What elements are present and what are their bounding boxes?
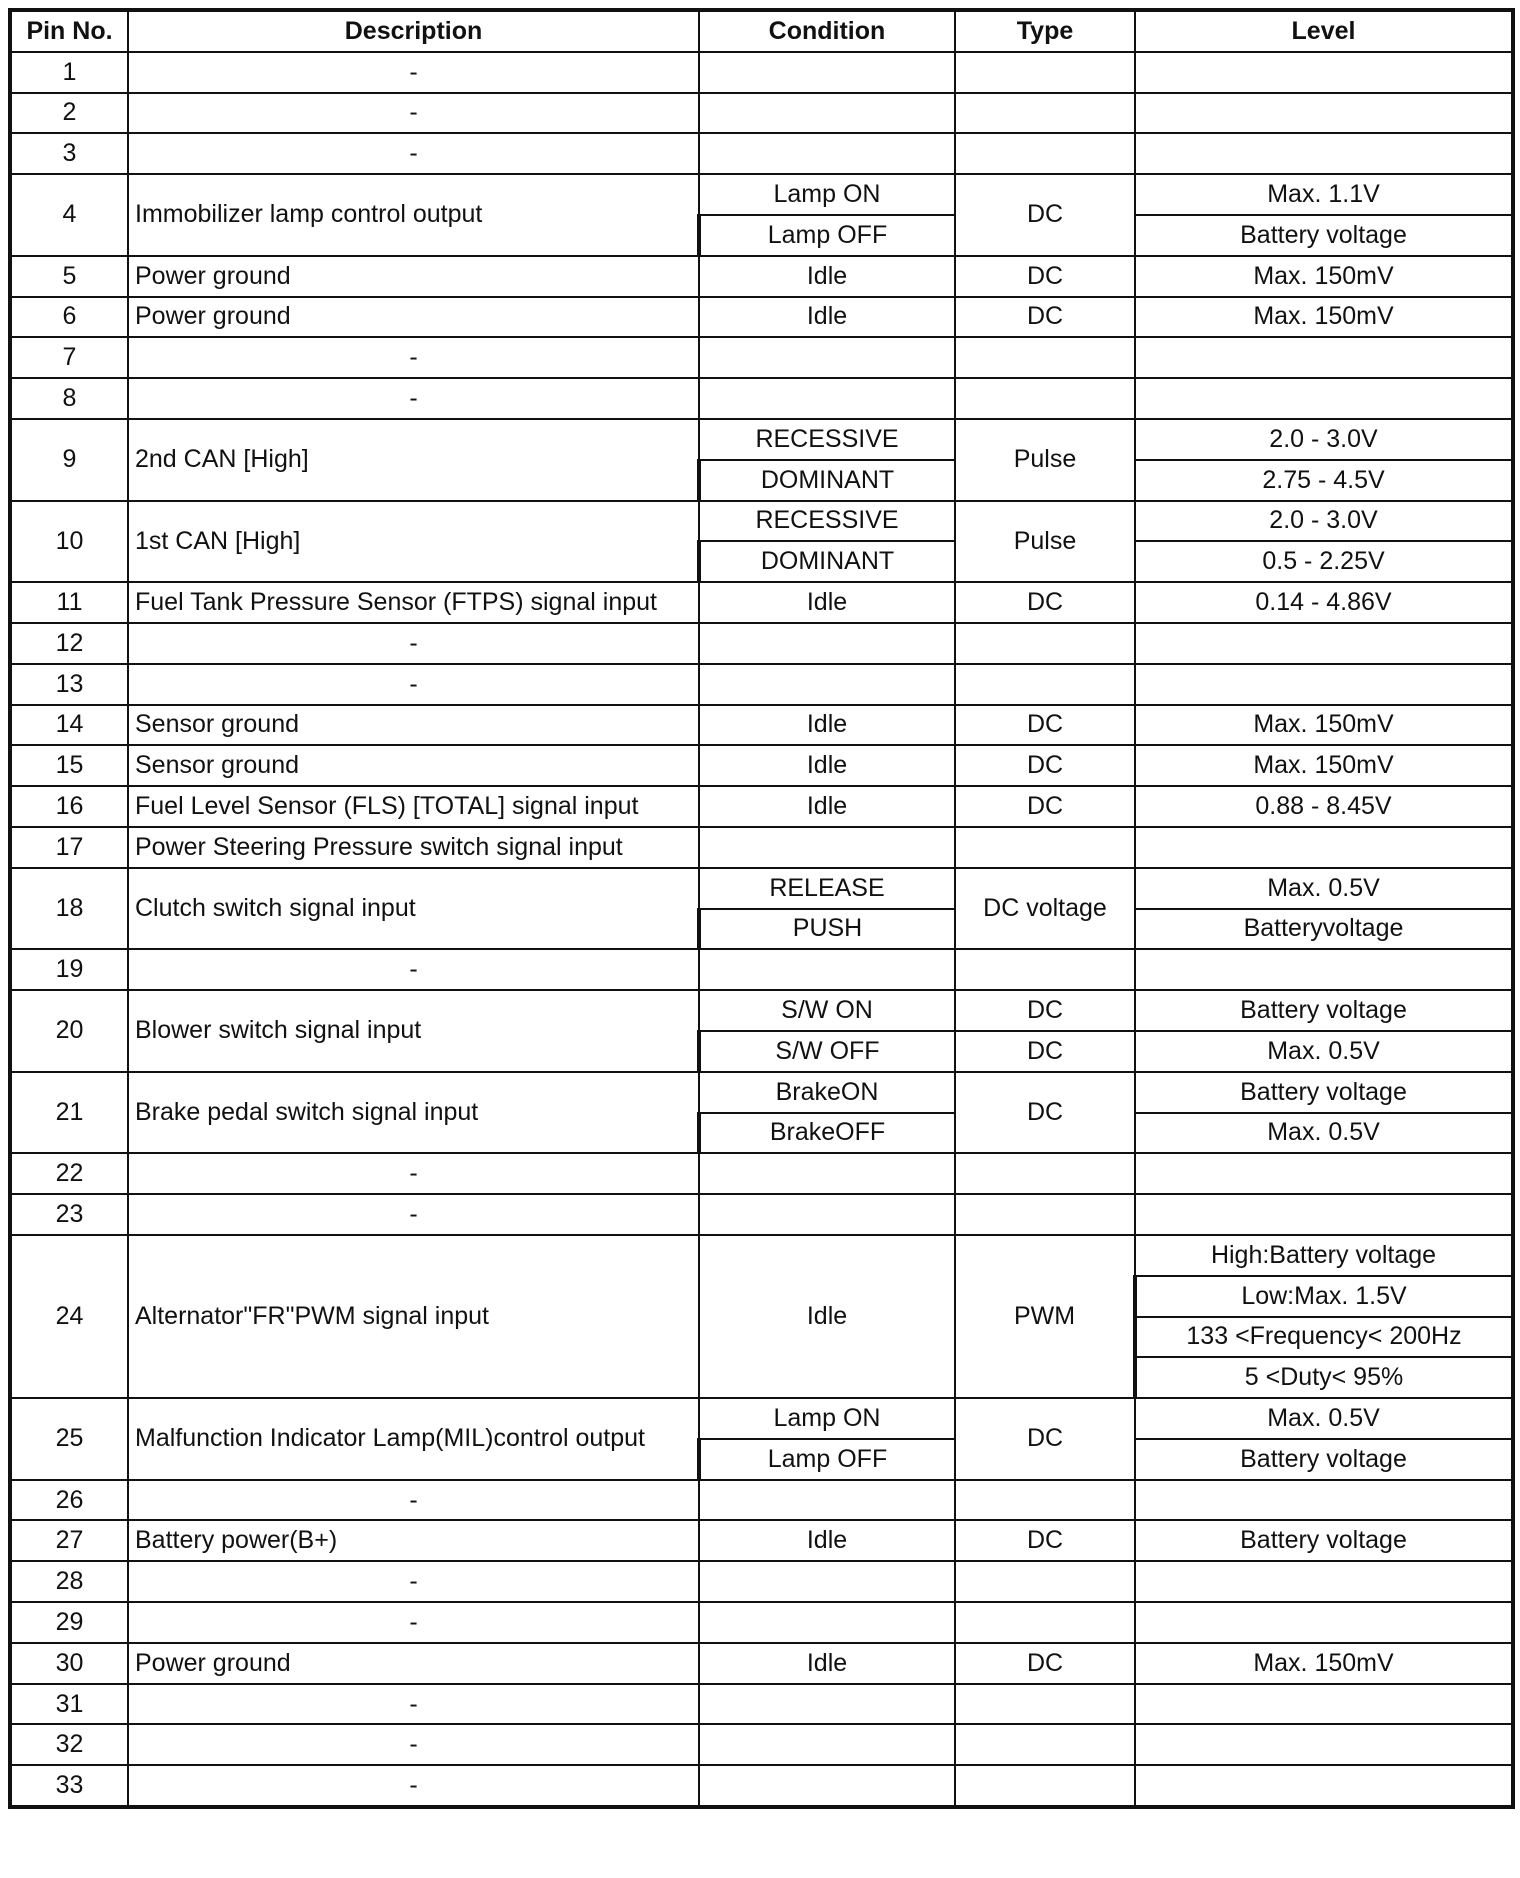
level-cell xyxy=(1135,949,1513,990)
level-cell: 0.14 - 4.86V xyxy=(1135,582,1513,623)
pin-number-cell: 26 xyxy=(10,1480,128,1521)
level-cell: Max. 150mV xyxy=(1135,1643,1513,1684)
condition-cell: BrakeON xyxy=(699,1072,955,1113)
condition-cell: Idle xyxy=(699,297,955,338)
type-cell: PWM xyxy=(955,1235,1135,1398)
description-cell: 2nd CAN [High] xyxy=(128,419,699,501)
type-cell xyxy=(955,1684,1135,1725)
description-cell: Alternator"FR"PWM signal input xyxy=(128,1235,699,1398)
description-cell: - xyxy=(128,623,699,664)
description-cell: - xyxy=(128,1153,699,1194)
level-cell xyxy=(1135,1194,1513,1235)
condition-cell xyxy=(699,1684,955,1725)
level-cell: Battery voltage xyxy=(1135,1520,1513,1561)
pin-number-cell: 27 xyxy=(10,1520,128,1561)
table-row xyxy=(10,1684,1513,1725)
table-row xyxy=(10,786,1513,827)
level-cell: Battery voltage xyxy=(1135,990,1513,1031)
condition-cell xyxy=(699,1724,955,1765)
pin-number-cell: 3 xyxy=(10,133,128,174)
type-cell: DC xyxy=(955,705,1135,746)
type-cell: DC voltage xyxy=(955,868,1135,950)
condition-cell xyxy=(699,1194,955,1235)
description-cell: - xyxy=(128,1561,699,1602)
type-cell xyxy=(955,1153,1135,1194)
condition-cell: S/W ON xyxy=(699,990,955,1031)
level-cell xyxy=(1135,623,1513,664)
description-cell: Brake pedal switch signal input xyxy=(128,1072,699,1154)
level-cell xyxy=(1135,93,1513,134)
table-row xyxy=(10,1520,1513,1561)
level-cell: 2.75 - 4.5V xyxy=(1135,460,1513,501)
table-row xyxy=(10,1480,1513,1521)
condition-cell xyxy=(699,337,955,378)
level-cell xyxy=(1135,133,1513,174)
level-cell xyxy=(1135,337,1513,378)
condition-cell: Idle xyxy=(699,705,955,746)
condition-cell xyxy=(699,623,955,664)
condition-cell xyxy=(699,1602,955,1643)
description-cell: - xyxy=(128,337,699,378)
description-cell: - xyxy=(128,949,699,990)
type-cell: DC xyxy=(955,174,1135,256)
table-row xyxy=(10,93,1513,134)
pin-number-cell: 11 xyxy=(10,582,128,623)
table-row xyxy=(10,52,1513,93)
condition-cell xyxy=(699,827,955,868)
level-cell: 2.0 - 3.0V xyxy=(1135,501,1513,542)
type-cell: DC xyxy=(955,297,1135,338)
pin-number-cell: 31 xyxy=(10,1684,128,1725)
description-cell: Power ground xyxy=(128,297,699,338)
pin-number-cell: 15 xyxy=(10,745,128,786)
level-cell: Max. 0.5V xyxy=(1135,868,1513,909)
type-cell: Pulse xyxy=(955,419,1135,501)
condition-cell: S/W OFF xyxy=(699,1031,955,1072)
header-description: Description xyxy=(128,10,699,52)
table-row xyxy=(10,1235,1513,1276)
type-cell: DC xyxy=(955,582,1135,623)
condition-cell: Lamp ON xyxy=(699,174,955,215)
table-body xyxy=(10,52,1513,1807)
description-cell: - xyxy=(128,378,699,419)
level-cell xyxy=(1135,1480,1513,1521)
condition-cell xyxy=(699,133,955,174)
table-row xyxy=(10,705,1513,746)
description-cell: Power ground xyxy=(128,256,699,297)
table-row xyxy=(10,297,1513,338)
pin-number-cell: 19 xyxy=(10,949,128,990)
condition-cell: Idle xyxy=(699,256,955,297)
level-cell: Max. 1.1V xyxy=(1135,174,1513,215)
level-cell: 133 <Frequency< 200Hz xyxy=(1135,1317,1513,1358)
description-cell: - xyxy=(128,93,699,134)
condition-cell xyxy=(699,1480,955,1521)
type-cell: DC xyxy=(955,256,1135,297)
level-cell xyxy=(1135,1602,1513,1643)
pin-number-cell: 24 xyxy=(10,1235,128,1398)
table-row xyxy=(10,1153,1513,1194)
pin-number-cell: 18 xyxy=(10,868,128,950)
description-cell: Fuel Level Sensor (FLS) [TOTAL] signal input xyxy=(128,786,699,827)
pin-number-cell: 5 xyxy=(10,256,128,297)
condition-cell: RECESSIVE xyxy=(699,419,955,460)
type-cell: DC xyxy=(955,745,1135,786)
level-cell: Max. 150mV xyxy=(1135,297,1513,338)
description-cell: Sensor ground xyxy=(128,705,699,746)
level-cell: Max. 150mV xyxy=(1135,256,1513,297)
description-cell: Immobilizer lamp control output xyxy=(128,174,699,256)
level-cell xyxy=(1135,1561,1513,1602)
type-cell xyxy=(955,827,1135,868)
condition-cell: Lamp OFF xyxy=(699,215,955,256)
table-row xyxy=(10,378,1513,419)
table-row xyxy=(10,1724,1513,1765)
condition-cell: Idle xyxy=(699,745,955,786)
pin-number-cell: 4 xyxy=(10,174,128,256)
condition-cell: BrakeOFF xyxy=(699,1113,955,1154)
table-row xyxy=(10,1561,1513,1602)
description-cell: - xyxy=(128,1602,699,1643)
pin-number-cell: 30 xyxy=(10,1643,128,1684)
pin-number-cell: 28 xyxy=(10,1561,128,1602)
description-cell: Malfunction Indicator Lamp(MIL)control output xyxy=(128,1398,699,1480)
condition-cell: Idle xyxy=(699,1520,955,1561)
description-cell: - xyxy=(128,1194,699,1235)
table-row xyxy=(10,419,1513,460)
header-level: Level xyxy=(1135,10,1513,52)
level-cell: Low:Max. 1.5V xyxy=(1135,1276,1513,1317)
table-row xyxy=(10,868,1513,909)
pin-number-cell: 29 xyxy=(10,1602,128,1643)
table-row xyxy=(10,1072,1513,1113)
type-cell: DC xyxy=(955,1031,1135,1072)
type-cell: DC xyxy=(955,1520,1135,1561)
table-row xyxy=(10,337,1513,378)
pin-number-cell: 10 xyxy=(10,501,128,583)
level-cell: Battery voltage xyxy=(1135,1072,1513,1113)
table-row xyxy=(10,582,1513,623)
level-cell: Battery voltage xyxy=(1135,1439,1513,1480)
pin-number-cell: 13 xyxy=(10,664,128,705)
level-cell: Max. 0.5V xyxy=(1135,1031,1513,1072)
pin-number-cell: 20 xyxy=(10,990,128,1072)
type-cell xyxy=(955,1724,1135,1765)
condition-cell: Idle xyxy=(699,582,955,623)
type-cell: DC xyxy=(955,1398,1135,1480)
level-cell: 0.88 - 8.45V xyxy=(1135,786,1513,827)
condition-cell xyxy=(699,1765,955,1807)
condition-cell xyxy=(699,52,955,93)
table-row xyxy=(10,256,1513,297)
level-cell: Max. 0.5V xyxy=(1135,1113,1513,1154)
pin-number-cell: 17 xyxy=(10,827,128,868)
header-type: Type xyxy=(955,10,1135,52)
condition-cell xyxy=(699,378,955,419)
description-cell: Clutch switch signal input xyxy=(128,868,699,950)
level-cell xyxy=(1135,1684,1513,1725)
level-cell xyxy=(1135,378,1513,419)
type-cell xyxy=(955,1194,1135,1235)
table-row xyxy=(10,1194,1513,1235)
table-row xyxy=(10,623,1513,664)
condition-cell xyxy=(699,1561,955,1602)
header-condition: Condition xyxy=(699,10,955,52)
type-cell: DC xyxy=(955,990,1135,1031)
pin-number-cell: 32 xyxy=(10,1724,128,1765)
type-cell: DC xyxy=(955,786,1135,827)
pin-number-cell: 6 xyxy=(10,297,128,338)
condition-cell: PUSH xyxy=(699,909,955,950)
table-row xyxy=(10,1765,1513,1807)
level-cell xyxy=(1135,1153,1513,1194)
type-cell: DC xyxy=(955,1643,1135,1684)
pin-number-cell: 9 xyxy=(10,419,128,501)
condition-cell: Lamp OFF xyxy=(699,1439,955,1480)
level-cell xyxy=(1135,1765,1513,1807)
type-cell xyxy=(955,1602,1135,1643)
description-cell: - xyxy=(128,664,699,705)
level-cell: High:Battery voltage xyxy=(1135,1235,1513,1276)
level-cell: 2.0 - 3.0V xyxy=(1135,419,1513,460)
condition-cell: DOMINANT xyxy=(699,460,955,501)
type-cell xyxy=(955,949,1135,990)
level-cell: Battery voltage xyxy=(1135,215,1513,256)
type-cell xyxy=(955,1561,1135,1602)
condition-cell xyxy=(699,949,955,990)
pin-number-cell: 12 xyxy=(10,623,128,664)
condition-cell: Idle xyxy=(699,1235,955,1398)
pin-number-cell: 16 xyxy=(10,786,128,827)
type-cell xyxy=(955,623,1135,664)
description-cell: - xyxy=(128,1724,699,1765)
description-cell: Fuel Tank Pressure Sensor (FTPS) signal input xyxy=(128,582,699,623)
level-cell xyxy=(1135,1724,1513,1765)
type-cell xyxy=(955,133,1135,174)
pin-number-cell: 23 xyxy=(10,1194,128,1235)
level-cell: Max. 0.5V xyxy=(1135,1398,1513,1439)
condition-cell xyxy=(699,1153,955,1194)
header-pin: Pin No. xyxy=(10,10,128,52)
description-cell: - xyxy=(128,1684,699,1725)
pin-number-cell: 1 xyxy=(10,52,128,93)
table-row xyxy=(10,133,1513,174)
condition-cell: Idle xyxy=(699,1643,955,1684)
condition-cell xyxy=(699,93,955,134)
type-cell xyxy=(955,378,1135,419)
condition-cell: Lamp ON xyxy=(699,1398,955,1439)
level-cell: Max. 150mV xyxy=(1135,705,1513,746)
pin-table xyxy=(8,8,1515,1809)
pin-number-cell: 33 xyxy=(10,1765,128,1807)
table-row xyxy=(10,501,1513,542)
table-row xyxy=(10,174,1513,215)
description-cell: Blower switch signal input xyxy=(128,990,699,1072)
type-cell xyxy=(955,664,1135,705)
description-cell: 1st CAN [High] xyxy=(128,501,699,583)
level-cell: Max. 150mV xyxy=(1135,745,1513,786)
type-cell xyxy=(955,1765,1135,1807)
pin-number-cell: 21 xyxy=(10,1072,128,1154)
table-row xyxy=(10,1398,1513,1439)
pin-number-cell: 8 xyxy=(10,378,128,419)
description-cell: - xyxy=(128,52,699,93)
type-cell xyxy=(955,1480,1135,1521)
description-cell: - xyxy=(128,133,699,174)
description-cell: - xyxy=(128,1765,699,1807)
type-cell: Pulse xyxy=(955,501,1135,583)
type-cell xyxy=(955,52,1135,93)
description-cell: Battery power(B+) xyxy=(128,1520,699,1561)
level-cell xyxy=(1135,664,1513,705)
condition-cell: RELEASE xyxy=(699,868,955,909)
level-cell: 5 <Duty< 95% xyxy=(1135,1357,1513,1398)
description-cell: - xyxy=(128,1480,699,1521)
level-cell xyxy=(1135,52,1513,93)
pin-number-cell: 25 xyxy=(10,1398,128,1480)
type-cell: DC xyxy=(955,1072,1135,1154)
pin-number-cell: 14 xyxy=(10,705,128,746)
condition-cell: RECESSIVE xyxy=(699,501,955,542)
level-cell xyxy=(1135,827,1513,868)
pin-number-cell: 2 xyxy=(10,93,128,134)
condition-cell xyxy=(699,664,955,705)
table-row xyxy=(10,1643,1513,1684)
pin-number-cell: 22 xyxy=(10,1153,128,1194)
type-cell xyxy=(955,337,1135,378)
table-row xyxy=(10,1602,1513,1643)
description-cell: Power ground xyxy=(128,1643,699,1684)
type-cell xyxy=(955,93,1135,134)
level-cell: Batteryvoltage xyxy=(1135,909,1513,950)
table-row xyxy=(10,664,1513,705)
description-cell: Power Steering Pressure switch signal input xyxy=(128,827,699,868)
table-row xyxy=(10,827,1513,868)
condition-cell: Idle xyxy=(699,786,955,827)
table-row xyxy=(10,949,1513,990)
table-row xyxy=(10,745,1513,786)
pin-number-cell: 7 xyxy=(10,337,128,378)
description-cell: Sensor ground xyxy=(128,745,699,786)
header-row xyxy=(10,10,1513,52)
table-row xyxy=(10,990,1513,1031)
condition-cell: DOMINANT xyxy=(699,541,955,582)
level-cell: 0.5 - 2.25V xyxy=(1135,541,1513,582)
